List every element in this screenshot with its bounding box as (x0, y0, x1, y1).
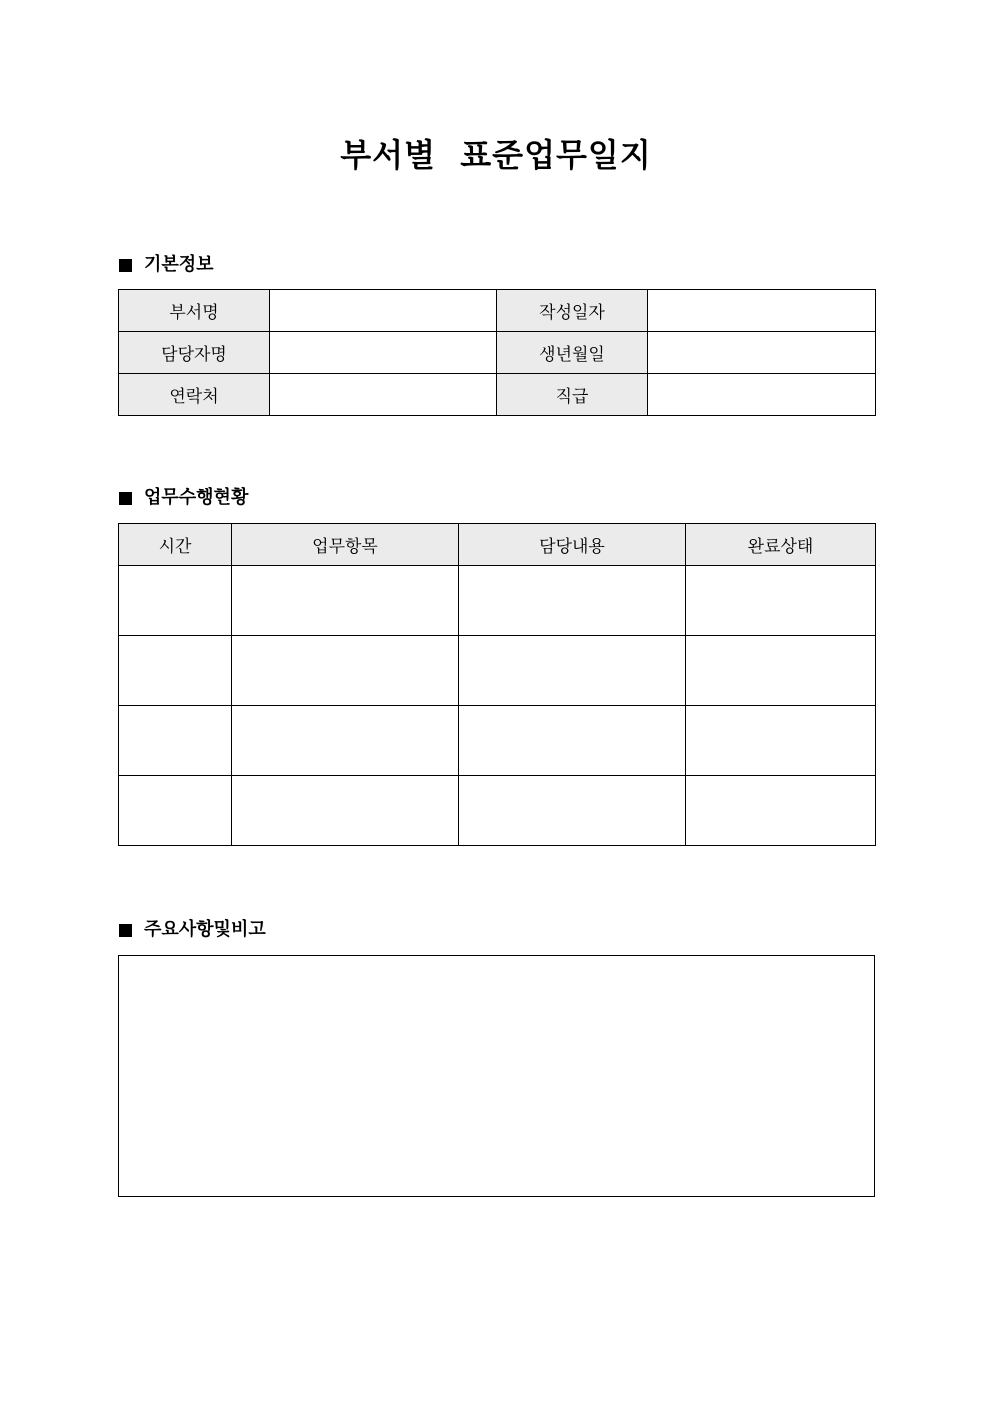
label-date-written: 작성일자 (497, 290, 648, 332)
basic-info-table (118, 289, 876, 416)
department-name-field[interactable] (270, 290, 497, 332)
person-in-charge-field[interactable] (270, 332, 497, 374)
label-position: 직급 (497, 374, 648, 416)
label-contact: 연락처 (119, 374, 270, 416)
table-header-row (119, 524, 876, 566)
label-birth-date: 생년월일 (497, 332, 648, 374)
square-bullet-icon (119, 492, 132, 505)
task-content-cell[interactable] (459, 706, 686, 776)
completion-status-cell[interactable] (686, 636, 876, 706)
position-field[interactable] (648, 374, 876, 416)
contact-field[interactable] (270, 374, 497, 416)
date-written-field[interactable] (648, 290, 876, 332)
table-row (119, 776, 876, 846)
task-item-cell[interactable] (232, 566, 459, 636)
birth-date-field[interactable] (648, 332, 876, 374)
table-row (119, 566, 876, 636)
column-header-completion-status: 완료상태 (686, 524, 876, 566)
table-row (119, 290, 876, 332)
table-row (119, 374, 876, 416)
label-department-name: 부서명 (119, 290, 270, 332)
completion-status-cell[interactable] (686, 776, 876, 846)
completion-status-cell[interactable] (686, 706, 876, 776)
task-content-cell[interactable] (459, 776, 686, 846)
section-heading-label: 업무수행현황 (144, 487, 249, 508)
notes-box[interactable] (118, 955, 875, 1197)
section-heading-work-status (119, 486, 248, 510)
section-heading-label: 기본정보 (144, 254, 214, 275)
column-header-task-content: 담당내용 (459, 524, 686, 566)
time-cell[interactable] (119, 776, 232, 846)
table-row (119, 706, 876, 776)
column-header-time: 시간 (119, 524, 232, 566)
task-item-cell[interactable] (232, 776, 459, 846)
task-item-cell[interactable] (232, 706, 459, 776)
task-content-cell[interactable] (459, 566, 686, 636)
table-row (119, 636, 876, 706)
page-title: 부서별 표준업무일지 (340, 136, 652, 174)
square-bullet-icon (119, 924, 132, 937)
section-heading-basic-info (119, 253, 214, 277)
time-cell[interactable] (119, 636, 232, 706)
square-bullet-icon (119, 259, 132, 272)
table-row (119, 332, 876, 374)
section-heading-label: 주요사항및비고 (144, 919, 266, 940)
section-heading-notes (119, 918, 266, 942)
label-person-in-charge: 담당자명 (119, 332, 270, 374)
work-status-table (118, 523, 876, 846)
time-cell[interactable] (119, 706, 232, 776)
completion-status-cell[interactable] (686, 566, 876, 636)
time-cell[interactable] (119, 566, 232, 636)
task-item-cell[interactable] (232, 636, 459, 706)
task-content-cell[interactable] (459, 636, 686, 706)
column-header-task-item: 업무항목 (232, 524, 459, 566)
